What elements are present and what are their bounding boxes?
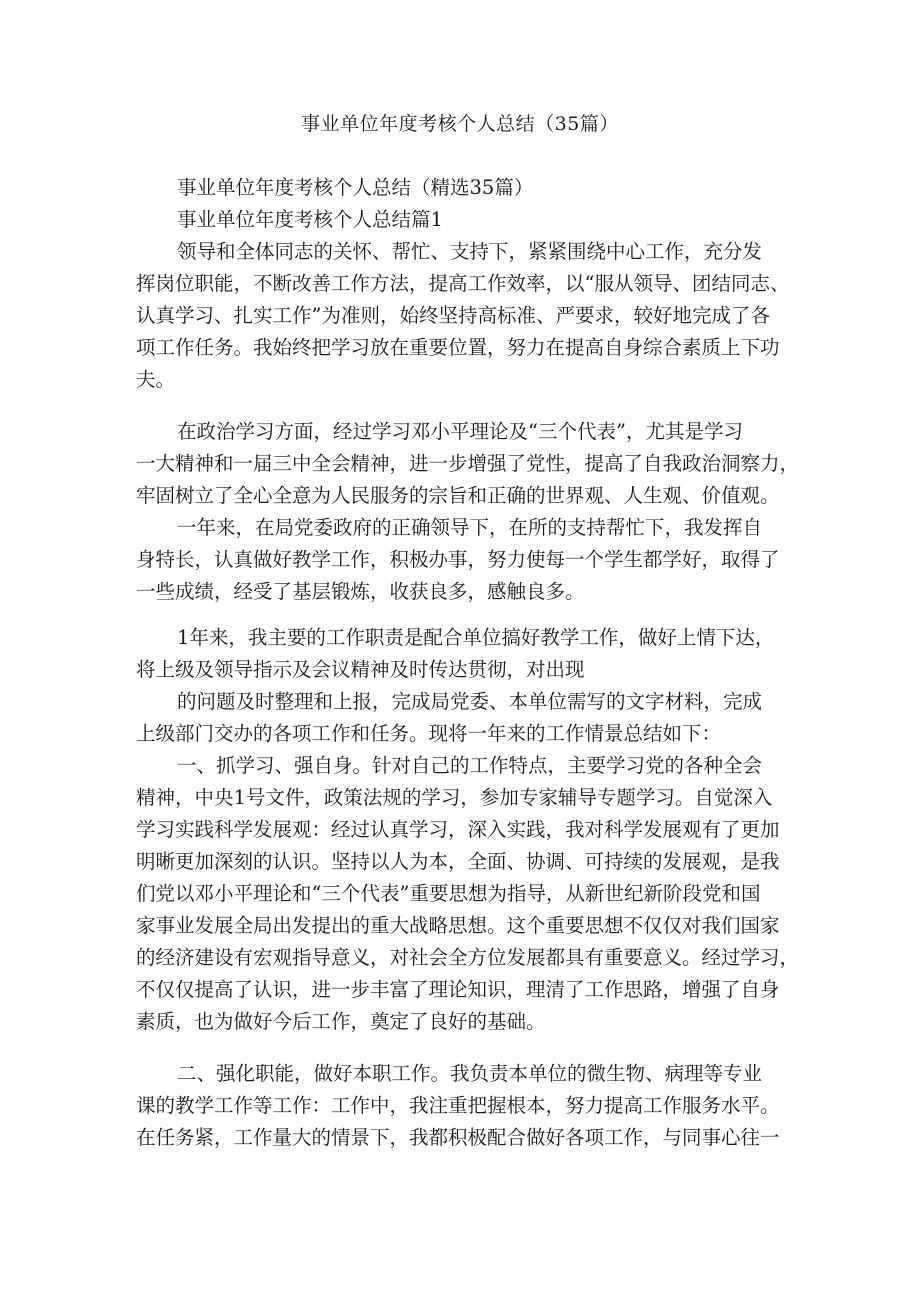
paragraph <box>136 512 792 608</box>
paragraph-line: 不仅仅提高了认识，进一步丰富了理论知识，理清了工作思路，增强了自身 <box>136 978 780 1001</box>
paragraph-line: 一些成绩，经受了基层锻炼，收获良多，感触良多。 <box>136 580 585 603</box>
paragraph-line: 学习实践科学发展观：经过认真学习，深入实践，我对科学发展观有了更加 <box>136 818 780 841</box>
paragraph <box>136 686 792 750</box>
paragraph-line: 二、强化职能，做好本职工作。我负责本单位的微生物、病理等专业 <box>177 1062 763 1085</box>
paragraph-line: 将上级及领导指示及会议精神及时传达贯彻，对出现 <box>136 658 585 681</box>
paragraph-line: 在任务紧，工作量大的情景下，我都积极配合做好各项工作，与同事心往一 <box>136 1126 780 1149</box>
paragraph-line: 挥岗位职能，不断改善工作方法，提高工作效率，以“服从领导、团结同志、 <box>136 272 790 295</box>
paragraph-line: 们党以邓小平理论和“三个代表”重要思想为指导，从新世纪新阶段党和国 <box>136 882 761 905</box>
paragraph-line: 1年来，我主要的工作职责是配合单位搞好教学工作，做好上情下达， <box>177 626 775 649</box>
paragraph-line: 在政治学习方面，经过学习邓小平理论及“三个代表”，尤其是学习 <box>177 420 743 443</box>
paragraph-line: 一、抓学习、强自身。针对自己的工作特点，主要学习党的各种全会 <box>177 754 763 777</box>
paragraph-line: 领导和全体同志的关怀、帮忙、支持下，紧紧围绕中心工作，充分发 <box>177 240 763 263</box>
paragraph-line: 家事业发展全局出发提出的重大战略思想。这个重要思想不仅仅对我们国家 <box>136 914 780 937</box>
paragraph-line: 一年来，在局党委政府的正确领导下，在所的支持帮忙下，我发挥自 <box>177 516 763 539</box>
paragraph-line: 的问题及时整理和上报，完成局党委、本单位需写的文字材料，完成 <box>177 690 763 713</box>
paragraph-line: 认真学习、扎实工作”为准则，始终坚持高标准、严要求，较好地完成了各 <box>136 304 770 327</box>
paragraph-line: 精神，中央1号文件，政策法规的学习，参加专家辅导专题学习。自觉深入 <box>136 786 773 809</box>
paragraph-line: 明晰更加深刻的认识。坚持以人为本，全面、协调、可持续的发展观，是我 <box>136 850 780 873</box>
document-subtitle: 事业单位年度考核个人总结（精选35篇） <box>177 176 534 199</box>
paragraph <box>136 750 800 1038</box>
paragraph-line: 夫。 <box>136 368 176 391</box>
paragraph <box>136 416 800 512</box>
paragraph <box>136 622 792 686</box>
paragraph-line: 身特长，认真做好教学工作，积极办事，努力使每一个学生都学好，取得了 <box>136 548 780 571</box>
paragraph-line: 项工作任务。我始终把学习放在重要位置，努力在提高自身综合素质上下功 <box>136 336 780 359</box>
paragraph-line: 的经济建设有宏观指导意义，对社会全方位发展都具有重要意义。经过学习， <box>136 946 800 969</box>
paragraph-line: 牢固树立了全心全意为人民服务的宗旨和正确的世界观、人生观、价值观。 <box>136 484 780 507</box>
paragraph <box>136 236 792 396</box>
paragraph-line: 素质，也为做好今后工作，奠定了良好的基础。 <box>136 1010 546 1033</box>
paragraph-line: 课的教学工作等工作：工作中，我注重把握根本，努力提高工作服务水平。 <box>136 1094 780 1117</box>
paragraph <box>136 1058 792 1154</box>
document-body <box>136 172 800 1154</box>
section-heading: 事业单位年度考核个人总结篇1 <box>177 208 443 231</box>
document-title: 事业单位年度考核个人总结（35篇） <box>301 113 619 135</box>
paragraph-line: 一大精神和一届三中全会精神，进一步增强了党性，提高了自我政治洞察力， <box>136 452 800 475</box>
paragraph-line: 上级部门交办的各项工作和任务。现将一年来的工作情景总结如下： <box>136 722 722 745</box>
